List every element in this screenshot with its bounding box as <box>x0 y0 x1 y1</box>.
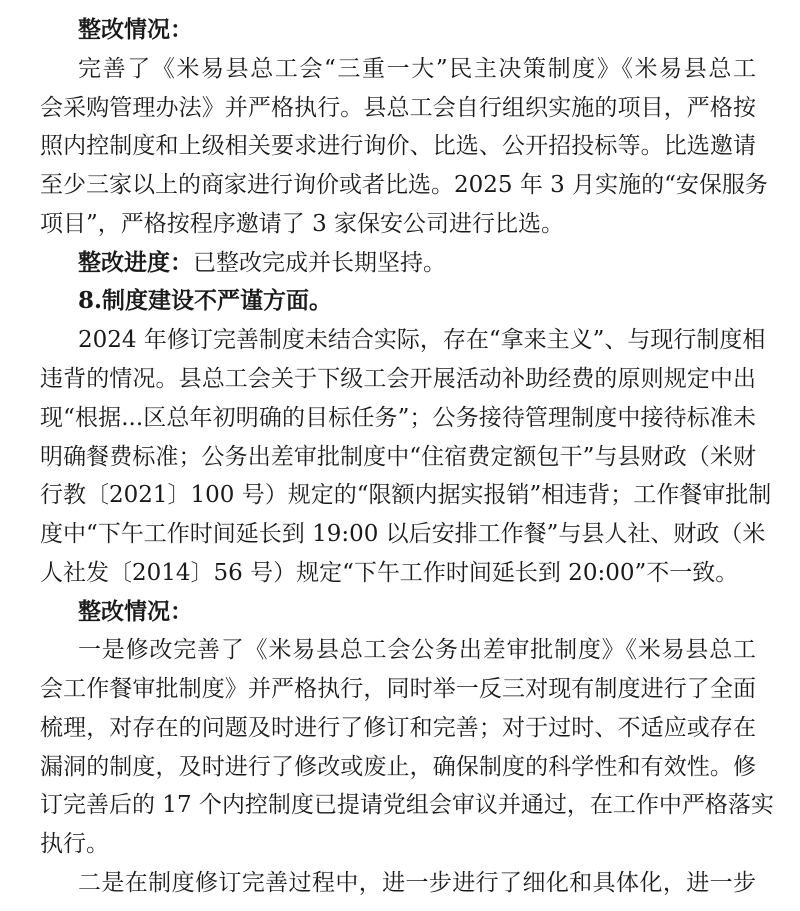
paragraph-line: 人社发〔2014〕56 号）规定“下午工作时间延长到 20:00”不一致。 <box>40 560 739 586</box>
paragraph-line: 一是修改完善了《米易县总工会公务出差审批制度》《米易县总工 <box>78 637 756 663</box>
paragraph-line: 订完善后的 17 个内控制度已提请党组会审议并通过，在工作中严格落实 <box>40 792 774 818</box>
paragraph-line: 项目”，严格按程序邀请了 3 家保安公司进行比选。 <box>40 211 565 237</box>
section-heading-rectification-status-2: 整改情况： <box>78 598 193 625</box>
paragraph-line: 至少三家以上的商家进行询价或者比选。2025 年 3 月实施的“安保服务 <box>40 172 768 198</box>
paragraph-line: 会采购管理办法》并严格执行。县总工会自行组织实施的项目，严格按 <box>40 95 756 121</box>
paragraph-line: 现“根据...区总年初明确的目标任务”；公务接待管理制度中接待标准未 <box>40 405 756 431</box>
progress-label: 整改进度： <box>78 249 193 276</box>
section-heading-system-construction: 8.制度建设不严谨方面。 <box>78 287 333 314</box>
paragraph-line: 行教〔2021〕100 号）规定的“限额内据实报销”相违背；工作餐审批制 <box>40 482 772 508</box>
paragraph-line: 明确餐费标准；公务出差审批制度中“住宿费定额包干”与县财政（米财 <box>40 444 756 470</box>
paragraph-line: 违背的情况。县总工会关于下级工会开展活动补助经费的原则规定中出 <box>40 366 756 392</box>
progress-value: 已整改完成并长期坚持。 <box>193 250 446 276</box>
paragraph-line: 执行。 <box>40 831 109 857</box>
rectification-progress-line <box>78 245 756 281</box>
paragraph-line: 会工作餐审批制度》并严格执行，同时举一反三对现有制度进行了全面 <box>40 676 756 702</box>
paragraph-line: 二是在制度修订完善过程中，进一步进行了细化和具体化，进一步 <box>78 870 756 896</box>
section-heading-rectification-status: 整改情况： <box>78 16 193 43</box>
paragraph-line: 照内控制度和上级相关要求进行询价、比选、公开招投标等。比选邀请 <box>40 133 756 159</box>
paragraph-line: 度中“下午工作时间延长到 19:00 以后安排工作餐”与县人社、财政（米 <box>40 521 766 547</box>
paragraph-line: 梳理，对存在的问题及时进行了修订和完善；对于过时、不适应或存在 <box>40 715 756 741</box>
paragraph-line: 完善了《米易县总工会“三重一大”民主决策制度》《米易县总工 <box>78 56 756 82</box>
paragraph-line: 2024 年修订完善制度未结合实际，存在“拿来主义”、与现行制度相 <box>78 327 766 353</box>
paragraph-line: 漏洞的制度，及时进行了修改或废止，确保制度的科学性和有效性。修 <box>40 754 756 780</box>
